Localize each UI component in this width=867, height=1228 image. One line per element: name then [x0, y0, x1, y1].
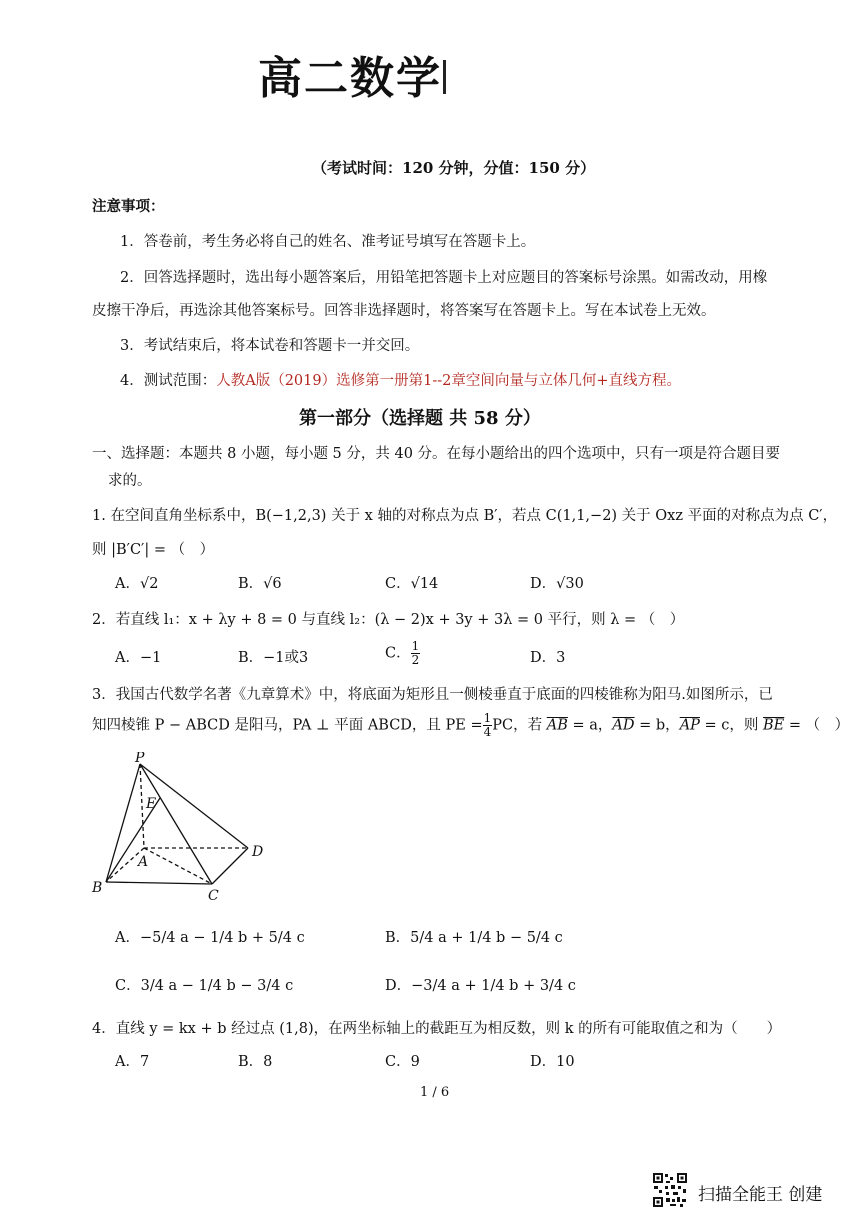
q4-option-d: D．10	[530, 1054, 575, 1070]
q1-option-d: D．√30	[530, 576, 584, 592]
q1-option-a: A．√2	[115, 576, 159, 592]
page-number: 1 / 6	[420, 1085, 450, 1100]
q4-stem: 4．直线 y = kx + b 经过点 (1,8)，在两坐标轴上的截距互为相反数，则 k 的所有可能取值之和为（ ）	[92, 1021, 782, 1037]
section-instructions-line2: 求的。	[108, 473, 152, 489]
label-a: A	[138, 854, 149, 870]
edge-cd	[212, 848, 248, 884]
section-title: 第一部分（选择题 共 58 分）	[299, 408, 541, 429]
label-p: P	[135, 752, 145, 766]
label-b: B	[92, 880, 103, 896]
scanner-watermark: 扫描全能王 创建	[698, 1185, 823, 1205]
label-e: E	[146, 796, 157, 812]
note-item-4-prefix: 4．测试范围：	[120, 373, 217, 389]
note-item-4	[120, 369, 681, 390]
q1-stem-line1: 1. 在空间直角坐标系中，B(−1,2,3) 关于 x 轴的对称点为点 B′，若点 C(1,1,−2) 关于 Oxz 平面的对称点为点 C′，	[92, 508, 838, 524]
qr-code-icon	[652, 1172, 688, 1208]
q1-stem-line2: 则 |B′C′| = （ ）	[92, 542, 215, 558]
q1-option-c: C．√14	[385, 576, 439, 592]
vector-ap: $\overline{AP}$	[679, 717, 700, 734]
q2-option-a: A．−1	[115, 650, 162, 666]
q2-stem: 2．若直线 l₁：x + λy + 8 = 0 与直线 l₂：(λ − 2)x + 3y + 3λ = 0 平行，则 λ = （ ）	[92, 612, 685, 628]
section-instructions-line1: 一、选择题：本题共 8 小题，每小题 5 分，共 40 分。在每小题给出的四个选项中，只有一项是符合题目要	[92, 446, 781, 462]
note-item-1: 1．答卷前，考生务必将自己的姓名、准考证号填写在答题卡上。	[120, 234, 536, 250]
title-edge-mark	[443, 60, 446, 94]
vector-ad: $\overline{AD}$	[612, 717, 635, 734]
page-title: 高二数学	[258, 53, 442, 104]
q4-option-b: B．8	[238, 1054, 273, 1070]
pyramid-figure	[88, 752, 278, 902]
q3-option-b: B．5/4 a + 1/4 b − 5/4 c	[385, 930, 563, 946]
q3-ratio-fraction: $\frac{1}{4}$	[483, 711, 492, 739]
exam-info: （考试时间：120 分钟，分值：150 分）	[312, 159, 596, 177]
q3-stem-line2: 知四棱锥 P − ABCD 是阳马，PA ⊥ 平面 ABCD，且 PE = $\frac{1}{4}$ PC，若 $\overline{AB} = a$，$\overline{AD} = b$，$\overline{AP} = c$，则 $\overline{BE}$ = （ ）	[92, 711, 850, 739]
note-item-2-line2: 皮擦干净后，再选涂其他答案标号。回答非选择题时，将答案写在答题卡上。写在本试卷上无效。	[92, 303, 716, 319]
vector-ab: $\overline{AB}$	[546, 717, 568, 734]
label-c: C	[208, 888, 219, 902]
edge-pb	[106, 764, 140, 882]
notes-heading: 注意事项：	[92, 198, 165, 215]
q1-option-b: B．√6	[238, 576, 282, 592]
note-item-4-scope: 人教A版（2019）选修第一册第1--2章空间向量与立体几何+直线方程。	[216, 373, 682, 389]
q2-option-b: B．−1或3	[238, 650, 309, 666]
q3-option-d: D．−3/4 a + 1/4 b + 3/4 c	[385, 978, 576, 994]
vector-be: $\overline{BE}$	[763, 717, 785, 734]
q2-option-c	[385, 640, 420, 667]
label-d: D	[252, 844, 264, 860]
edge-pc	[140, 764, 212, 884]
q2-option-c-label: C．	[385, 645, 411, 662]
q3-option-a: A．−5/4 a − 1/4 b + 5/4 c	[115, 930, 305, 946]
note-item-2-line1: 2．回答选择题时，选出每小题答案后，用铅笔把答题卡上对应题目的答案标号涂黑。如需改动，用橡	[120, 270, 768, 286]
edge-pa-hidden	[140, 764, 144, 848]
q2-option-c-fraction: $\frac{1}{2}$	[411, 639, 420, 667]
q3-stem-line1: 3．我国古代数学名著《九章算术》中，将底面为矩形且一侧棱垂直于底面的四棱锥称为阳马.如图所示，已	[92, 687, 773, 703]
q2-option-d: D．3	[530, 650, 566, 666]
edge-bc	[106, 882, 212, 884]
q4-option-c: C．9	[385, 1054, 420, 1070]
q4-option-a: A．7	[115, 1054, 150, 1070]
note-item-3: 3．考试结束后，将本试卷和答题卡一并交回。	[120, 338, 420, 354]
q3-option-c: C．3/4 a − 1/4 b − 3/4 c	[115, 978, 294, 994]
